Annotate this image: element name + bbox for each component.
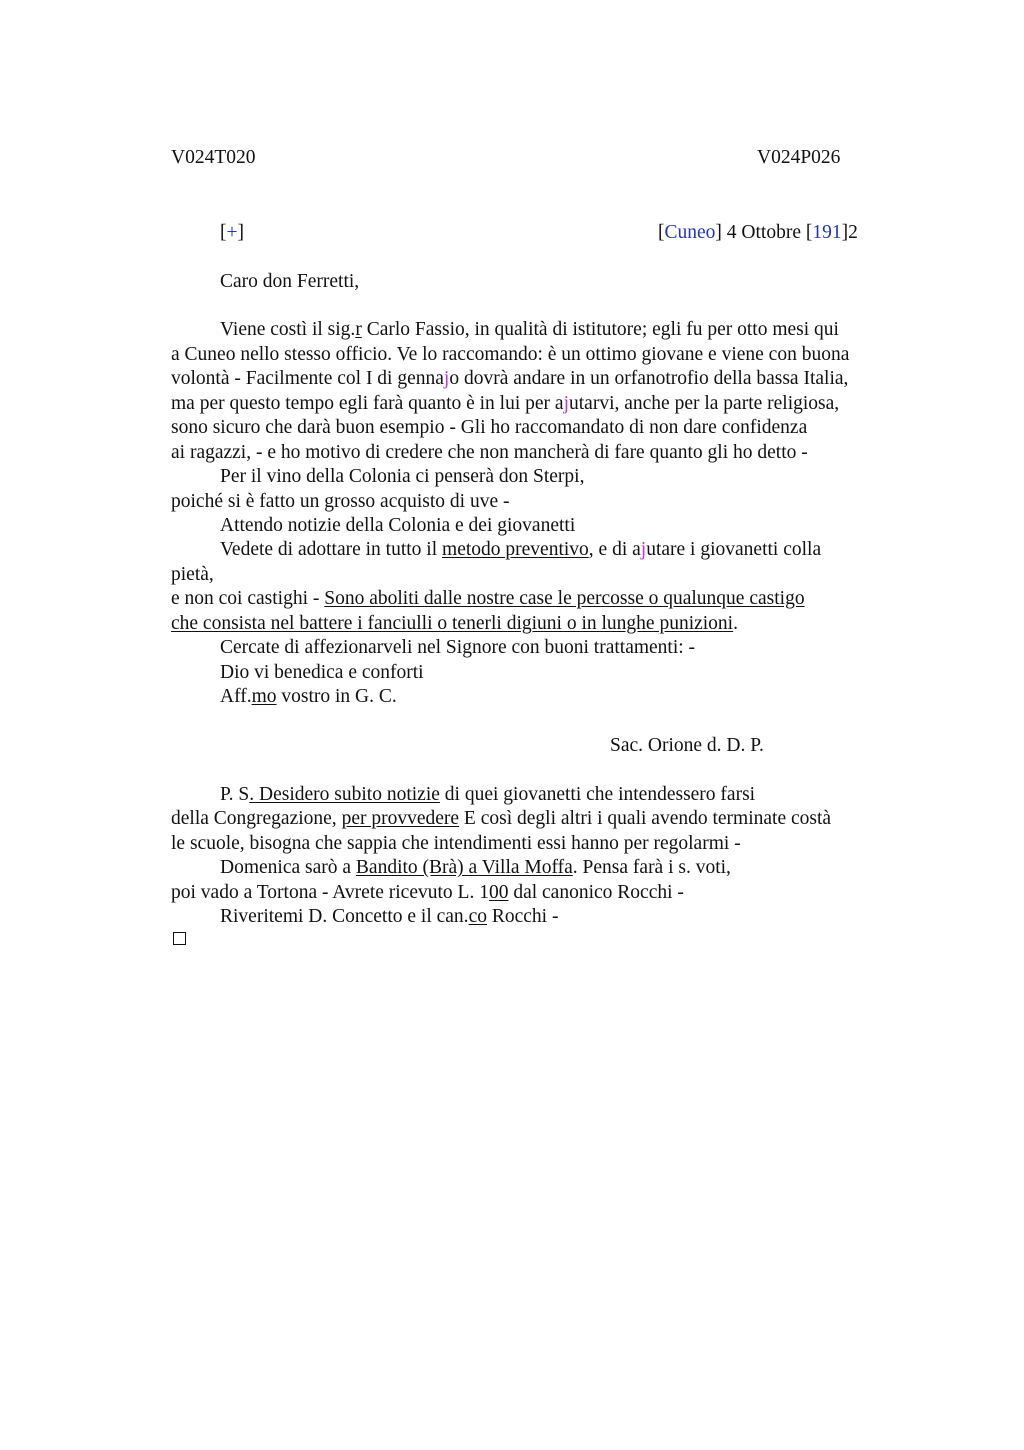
body-line: Per il vino della Colonia ci penserà don Sterpi,: [220, 466, 585, 487]
body-line: Vedete di adottare in tutto il metodo preventivo, e di ajutare i giovanetti colla: [220, 539, 822, 560]
body-line: Attendo notizie della Colonia e dei giovanetti: [220, 515, 576, 536]
marker-plus: +: [226, 222, 238, 243]
postscript-line: della Congregazione, per provvedere E così degli altri i quali avendo terminate costà: [171, 808, 832, 829]
postscript-line: Domenica sarò a Bandito (Brà) a Villa Moffa. Pensa farà i s. voti,: [220, 857, 731, 878]
body-line: Viene costì il sig.r Carlo Fassio, in qualità di istitutore; egli fu per otto mesi qui: [220, 319, 839, 340]
body-line: Cercate di affezionarveli nel Signore con buoni trattamenti: -: [220, 637, 696, 658]
body-line: che consista nel battere i fanciulli o tenerli digiuni o in lunghe punizioni.: [171, 613, 738, 634]
postscript-line: Riveritemi D. Concetto e il can.co Rocchi -: [220, 906, 559, 927]
body-line: volontà - Facilmente col I di gennajo dovrà andare in un orfanotrofio della bassa Italia,: [171, 368, 849, 389]
postscript-line: poi vado a Tortona - Avrete ricevuto L. 100 dal canonico Rocchi -: [171, 882, 684, 903]
body-line: Dio vi benedica e conforti: [220, 662, 424, 683]
dateline-date: 4 Ottobre: [721, 222, 806, 243]
signature: Sac. Orione d. D. P.: [610, 735, 764, 756]
postscript-line: le scuole, bisogna che sappia che intendimenti essi hanno per regolarmi -: [171, 833, 741, 854]
body-line: pietà,: [171, 564, 214, 585]
dateline-year: 191: [812, 222, 842, 243]
end-marker-square-icon: [173, 932, 186, 945]
body-line: ai ragazzi, - e ho motivo di credere che non mancherà di fare quanto gli ho detto -: [171, 442, 808, 463]
body-line: sono sicuro che darà buon esempio - Gli ho raccomandato di non dare confidenza: [171, 417, 808, 438]
body-line: e non coi castighi - Sono aboliti dalle nostre case le percosse o qualunque castigo: [171, 588, 805, 609]
body-line: poiché si è fatto un grosso acquisto di uve -: [171, 491, 510, 512]
closing-line: Aff.mo vostro in G. C.: [220, 686, 397, 707]
document-code-right: V024P026: [757, 147, 841, 168]
marker-bracket: [+]: [220, 222, 244, 243]
salutation: Caro don Ferretti,: [220, 271, 360, 292]
dateline-place: Cuneo: [664, 222, 716, 243]
body-line: a Cuneo nello stesso officio. Ve lo raccomando: è un ottimo giovane e viene con buona: [171, 344, 850, 365]
dateline: [Cuneo] 4 Ottobre [191]2: [658, 222, 858, 243]
postscript-line: P. S. Desidero subito notizie di quei giovanetti che intendessero farsi: [220, 784, 756, 805]
document-code-left: V024T020: [171, 147, 256, 168]
body-line: ma per questo tempo egli farà quanto è in lui per ajutarvi, anche per la parte religiosa,: [171, 393, 840, 414]
